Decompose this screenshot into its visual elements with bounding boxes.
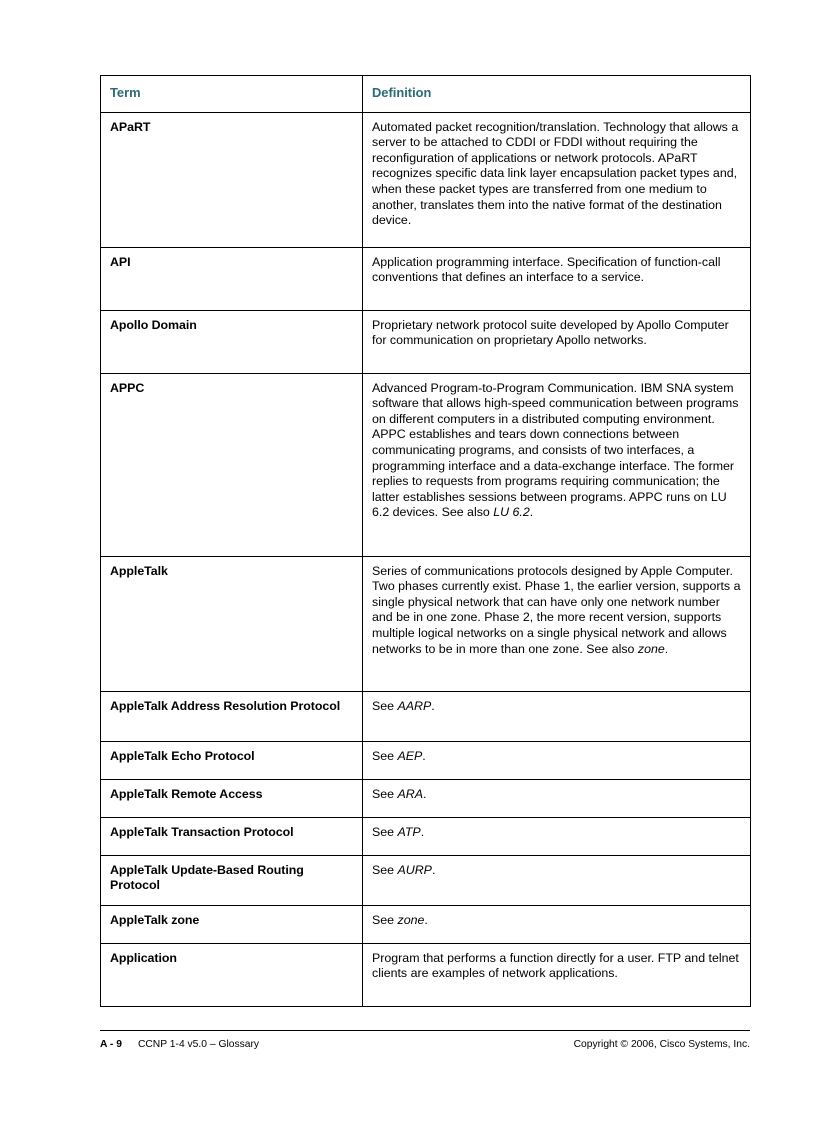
table-body: [101, 112, 751, 1006]
glossary-term: AppleTalk Update-Based Routing Protocol: [101, 855, 363, 905]
cross-reference: ATP: [397, 824, 421, 839]
table-row: [101, 112, 751, 247]
glossary-definition: Automated packet recognition/translation. Technology that allows a server to be attached to CDDI or FDDI without requiring the reconfiguration of applications or network protocols. APaRT recognizes specific data link layer encapsulation packet types and, when these packet types are transferred from one medium to another, translates them into the native format of the destination device.: [363, 112, 751, 247]
cross-reference: zone: [397, 912, 425, 927]
definition-text: See: [372, 748, 398, 763]
page-number: A - 9: [100, 1039, 122, 1050]
definition-text: Advanced Program-to-Program Communication. IBM SNA system software that allows high-speed communication between programs on different computers in a distributed computing environment. APPC establishes and tears down connections between communicating programs, and consists of two interfaces, a programming interface and a data-exchange interface. The former replies to requests from programs requiring communication; the latter establishes sessions between programs. APPC runs on LU 6.2 devices. See also: [372, 380, 739, 520]
glossary-definition: Proprietary network protocol suite developed by Apollo Computer for communication on proprietary Apollo networks.: [363, 310, 751, 373]
definition-text-end: .: [424, 912, 428, 927]
definition-text-end: .: [420, 824, 425, 839]
cross-reference: AARP: [397, 698, 432, 713]
column-header-term: Term: [101, 76, 363, 113]
definition-text-end: .: [529, 505, 534, 520]
footer-left: [100, 1038, 259, 1052]
cross-reference: AEP: [397, 748, 423, 763]
glossary-term: API: [101, 247, 363, 310]
table-row: [101, 741, 751, 779]
table-row: [101, 691, 751, 741]
glossary-term: AppleTalk: [101, 556, 363, 691]
definition-text: See: [372, 862, 398, 877]
glossary-definition: [363, 779, 751, 817]
definition-text: See: [372, 786, 398, 801]
table-row: [101, 943, 751, 1006]
table-header: [101, 76, 751, 113]
glossary-term: AppleTalk Echo Protocol: [101, 741, 363, 779]
glossary-definition: [363, 373, 751, 556]
glossary-term: AppleTalk Remote Access: [101, 779, 363, 817]
table-row: [101, 905, 751, 943]
cross-reference: ARA: [397, 786, 423, 801]
table-row: [101, 247, 751, 310]
glossary-table: [100, 75, 751, 1007]
page-footer: [100, 1038, 750, 1054]
glossary-term: Apollo Domain: [101, 310, 363, 373]
definition-text: See: [372, 824, 398, 839]
glossary-definition: [363, 817, 751, 855]
glossary-term: AppleTalk Address Resolution Protocol: [101, 691, 363, 741]
copyright-notice: Copyright © 2006, Cisco Systems, Inc.: [573, 1039, 750, 1050]
table-row: [101, 779, 751, 817]
course-title: CCNP 1-4 v5.0 – Glossary: [137, 1039, 260, 1050]
glossary-definition: Application programming interface. Specification of function-call conventions that defines an interface to a service.: [363, 247, 751, 310]
definition-text-end: .: [422, 748, 426, 763]
definition-text-end: .: [422, 786, 427, 801]
glossary-term: Application: [101, 943, 363, 1006]
column-header-definition: Definition: [363, 76, 751, 113]
glossary-table-container: [100, 75, 750, 1007]
table-row: [101, 855, 751, 905]
footer-divider: [100, 1030, 750, 1031]
glossary-definition: [363, 556, 751, 691]
definition-text-end: .: [431, 862, 436, 877]
glossary-definition: [363, 741, 751, 779]
definition-text: Series of communications protocols designed by Apple Computer. Two phases currently exist. Phase 1, the earlier version, supports a single physical network that can have only one network number and be in one zone. Phase 2, the more recent version, supports multiple logical networks on a single physical network and allows networks to be in more than one zone. See also: [372, 563, 741, 656]
definition-text: See: [372, 698, 398, 713]
table-row: [101, 373, 751, 556]
cross-reference: zone: [637, 641, 665, 656]
glossary-term: APaRT: [101, 112, 363, 247]
table-header-row: [101, 76, 751, 113]
table-row: [101, 817, 751, 855]
glossary-term: AppleTalk Transaction Protocol: [101, 817, 363, 855]
table-row: [101, 310, 751, 373]
glossary-definition: Program that performs a function directly for a user. FTP and telnet clients are examples of network applications.: [363, 943, 751, 1006]
glossary-definition: [363, 855, 751, 905]
glossary-term: AppleTalk zone: [101, 905, 363, 943]
glossary-term: APPC: [101, 373, 363, 556]
glossary-definition: [363, 905, 751, 943]
definition-text: See: [372, 912, 398, 927]
definition-text-end: .: [664, 641, 669, 656]
cross-reference: LU 6.2: [493, 505, 530, 520]
definition-text-end: .: [431, 698, 435, 713]
cross-reference: AURP: [397, 862, 432, 877]
glossary-definition: [363, 691, 751, 741]
table-row: [101, 556, 751, 691]
